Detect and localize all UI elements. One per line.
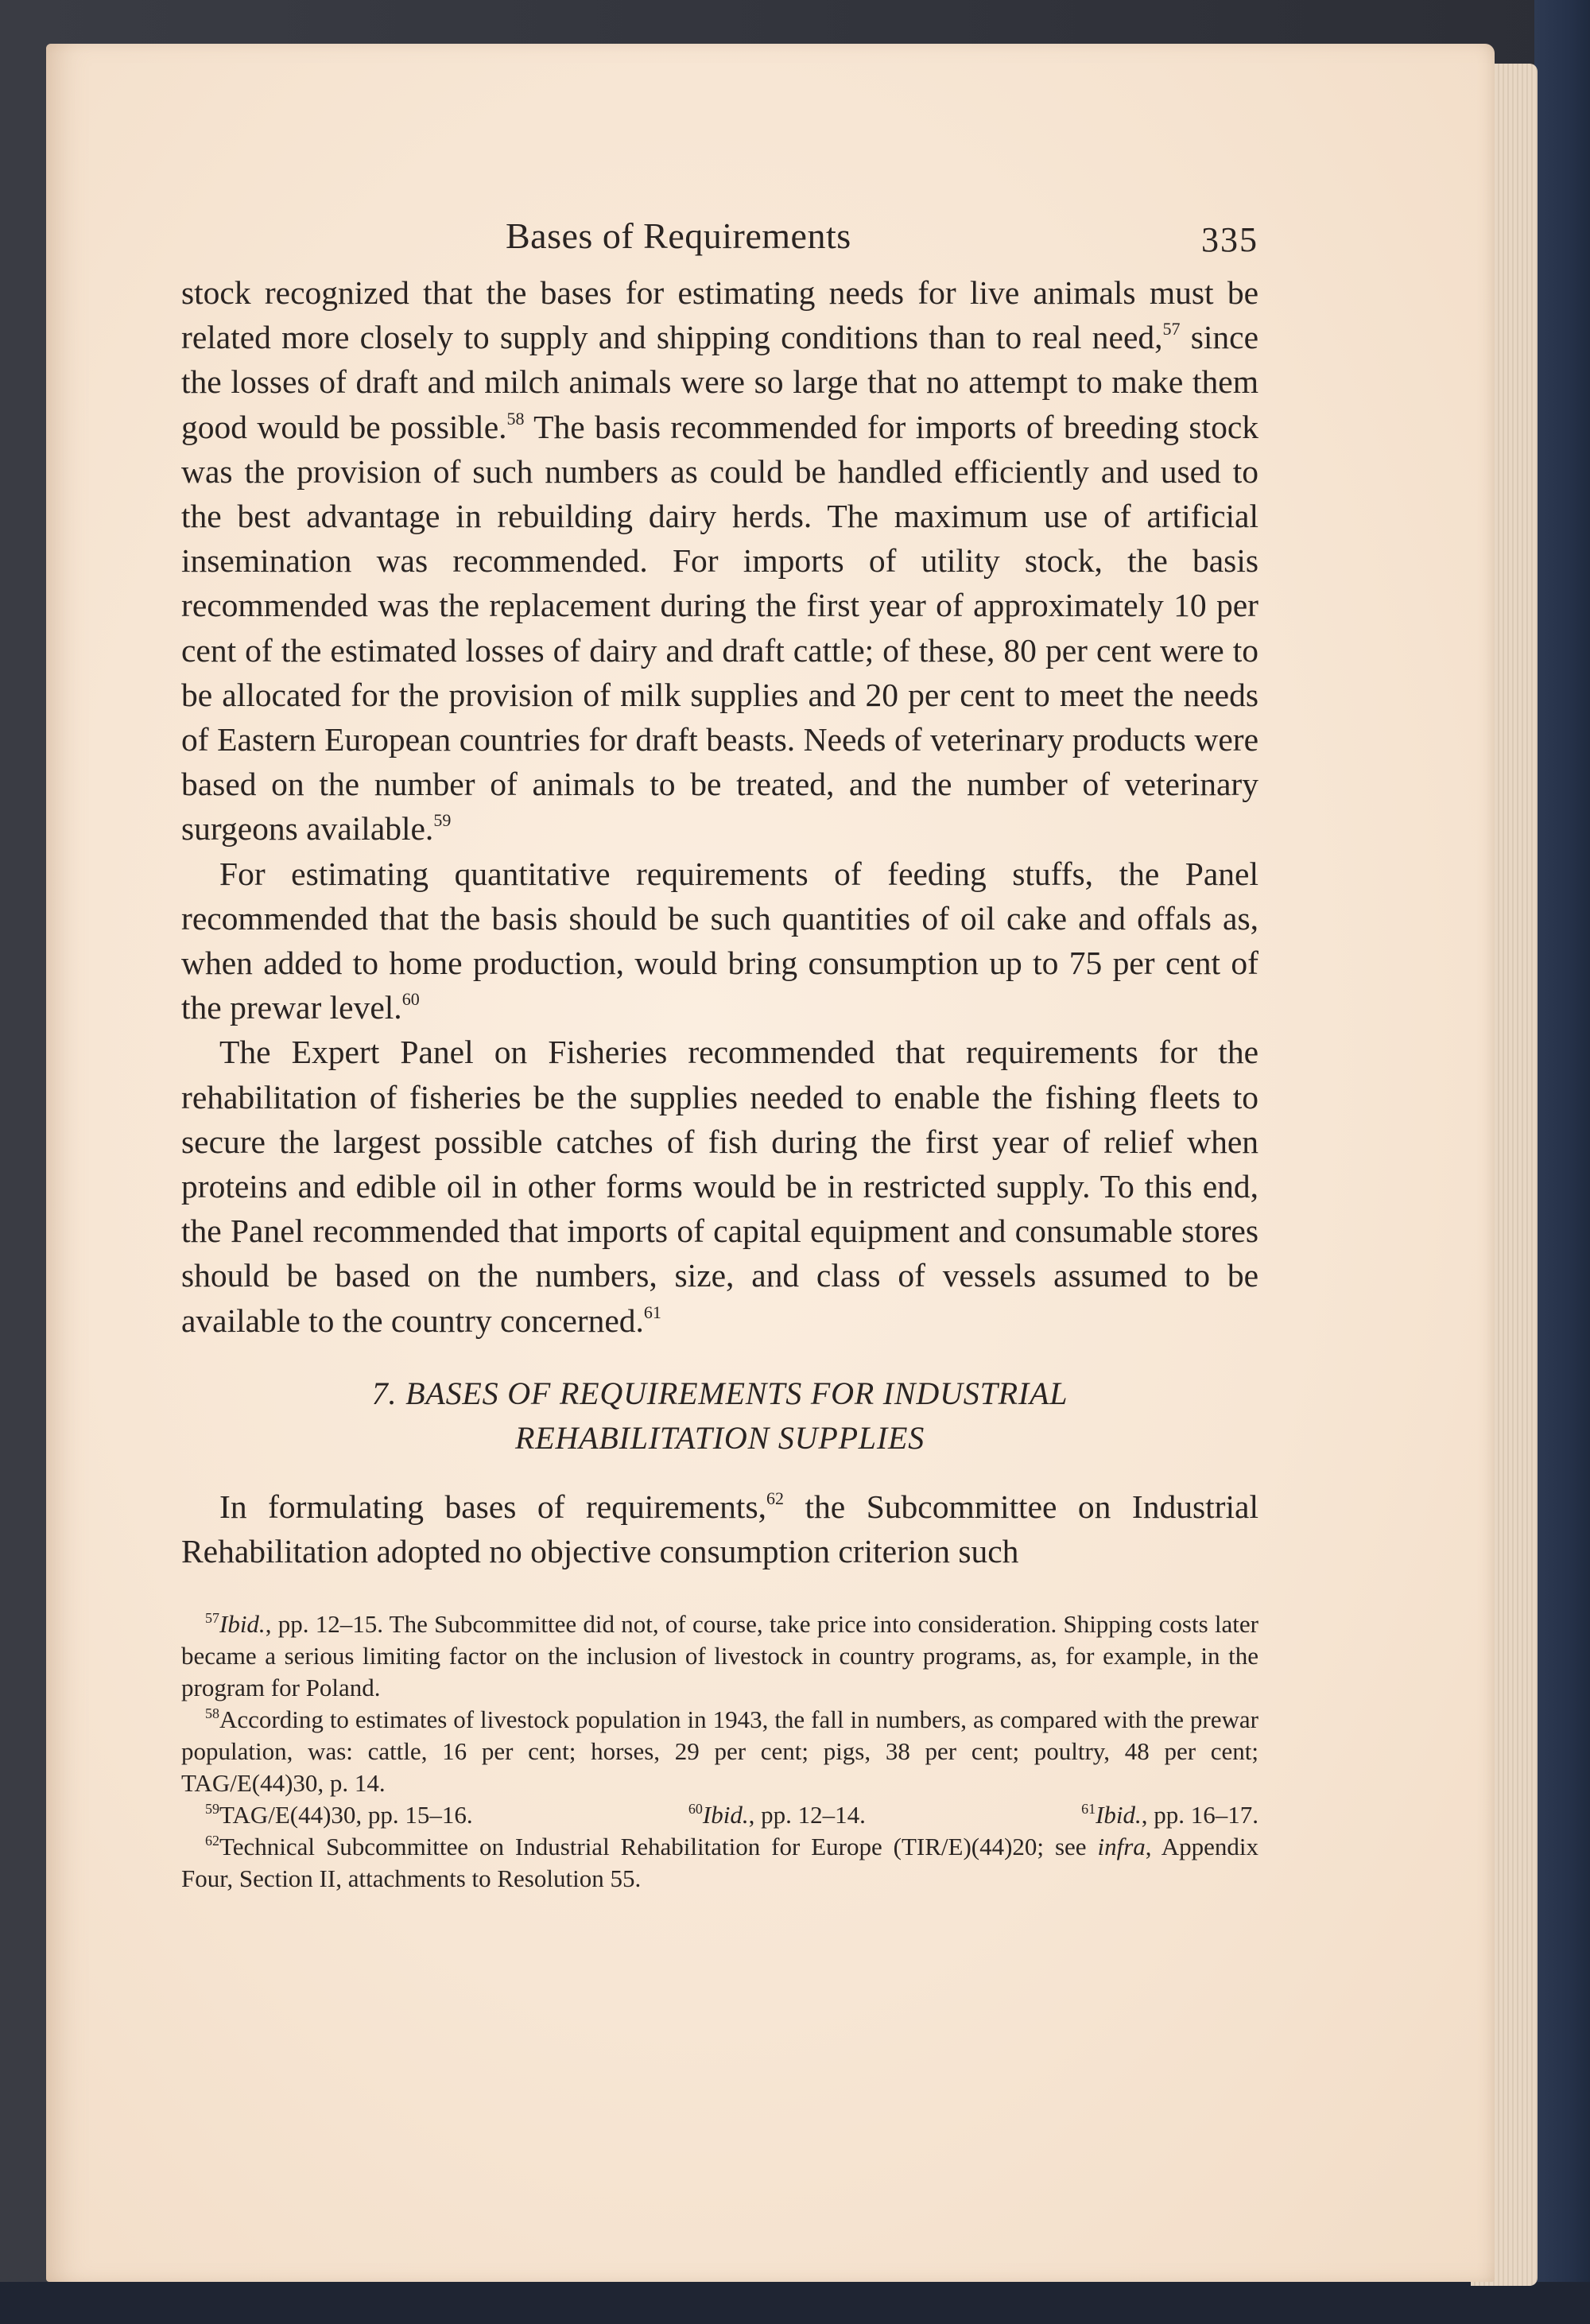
footnote-text: , pp. 12–15. The Subcommittee did not, of course, take price into consideration. Shipping costs later became a serious limiting factor on the inclusion of livestock in country programs, as, for example, in the program for Poland.	[181, 1610, 1258, 1702]
footnote-ibid: Ibid.	[702, 1801, 749, 1829]
section-heading	[181, 1372, 1258, 1461]
text-run: the Subcommittee on Industrial Rehabilitation adopted no objective consumption criterion such	[181, 1488, 1258, 1570]
footnote-text: , pp. 16–17.	[1141, 1801, 1258, 1829]
running-head-title: Bases of Requirements	[506, 215, 851, 256]
paragraph-feeding-stuffs	[181, 852, 1258, 1030]
footnote-ibid: Ibid.	[219, 1610, 266, 1639]
paragraph-fisheries	[181, 1030, 1258, 1342]
footnote-ref: 60	[401, 989, 420, 1010]
footnote-number: 61	[1081, 1801, 1096, 1818]
text-run: In formulating bases of requirements,	[219, 1488, 766, 1525]
book-cover-edge	[1534, 0, 1590, 2324]
footnote-58	[181, 1704, 1258, 1799]
page-number: 335	[1201, 220, 1258, 259]
book-cover-bottom	[0, 2282, 1590, 2324]
section-heading-line: 7. BASES OF REQUIREMENTS FOR INDUSTRIAL	[371, 1375, 1068, 1411]
footnote-62	[181, 1831, 1258, 1895]
text-run: The basis recommended for imports of breeding stock was the provision of such numbers as could be handled efficiently and used to the best advantage in rebuilding dairy herds. The maximum use of artificial insemination was recommended. For imports of utility stock, the basis recommended was the replacement during the first year of approximately 10 per cent of the estimated losses of dairy and draft cattle; of these, 80 per cent were to be allocated for the provision of milk supplies and 20 per cent to meet the needs of Eastern European countries for draft beasts. Needs of veterinary products were based on the number of animals to be treated, and the number of veterinary surgeons available.	[181, 408, 1259, 848]
footnote-60	[688, 1799, 866, 1831]
paragraph-industrial	[181, 1484, 1258, 1573]
footnote-text: , Appendix Four, Section II, attachments to Resolution 55.	[181, 1833, 1258, 1893]
footnote-number: 60	[688, 1801, 703, 1818]
page-text	[181, 215, 1258, 1895]
footnote-59	[205, 1799, 473, 1831]
footnote-text: Technical Subcommittee on Industrial Rehabilitation for Europe (TIR/E)(44)20; see	[219, 1833, 1098, 1861]
footnote-number: 58	[205, 1705, 219, 1722]
footnote-number: 59	[205, 1801, 219, 1818]
section-heading-line: REHABILITATION SUPPLIES	[514, 1419, 925, 1456]
footnote-text: TAG/E(44)30, pp. 15–16.	[219, 1801, 473, 1829]
footnote-text: , pp. 12–14.	[748, 1801, 866, 1829]
footnote-number: 57	[205, 1610, 219, 1627]
footnote-ibid: Ibid.	[1096, 1801, 1142, 1829]
text-run: since the losses of draft and milch animals were so large that no attempt to make them good would be possible.	[181, 319, 1258, 445]
footnote-57	[181, 1608, 1258, 1704]
footnote-ref: 62	[766, 1488, 784, 1508]
footnote-infra: infra	[1097, 1833, 1146, 1861]
text-run: The Expert Panel on Fisheries recommended that requirements for the rehabilitation of fisheries be the supplies needed to enable the fishing fleets to secure the largest possible catches of fish during the first year of relief when proteins and edible oil in other forms would be in restricted supply. To this end, the Panel recommended that imports of capital equipment and consumable stores should be based on the numbers, size, and class of vessels assumed to be available to the country concerned.	[181, 1034, 1258, 1339]
footnote-row-59-61	[181, 1799, 1258, 1831]
footnotes	[181, 1608, 1258, 1895]
footnote-text: According to estimates of livestock population in 1943, the fall in numbers, as compared with the prewar population, was: cattle, 16 per cent; horses, 29 per cent; pigs, 38 per cent; poultry, 48 per cent; TAG/E(44)30, p. 14.	[181, 1705, 1258, 1798]
paragraph-livestock	[181, 270, 1258, 852]
footnote-ref: 58	[506, 408, 525, 429]
footnote-number: 62	[205, 1833, 219, 1849]
text-run: For estimating quantitative requirements of feeding stuffs, the Panel recommended that the basis should be such quantities of oil cake and offals as, when added to home production, would bring consumption up to 75 per cent of the prewar level.	[181, 855, 1258, 1026]
footnote-ref: 59	[433, 810, 452, 831]
text-run: stock recognized that the bases for estimating needs for live animals must be related more closely to supply and shipping conditions than to real need,	[181, 274, 1258, 356]
running-head	[181, 215, 1258, 270]
footnote-61	[1081, 1799, 1258, 1831]
footnote-ref: 61	[643, 1302, 661, 1322]
footnote-ref: 57	[1162, 319, 1181, 339]
